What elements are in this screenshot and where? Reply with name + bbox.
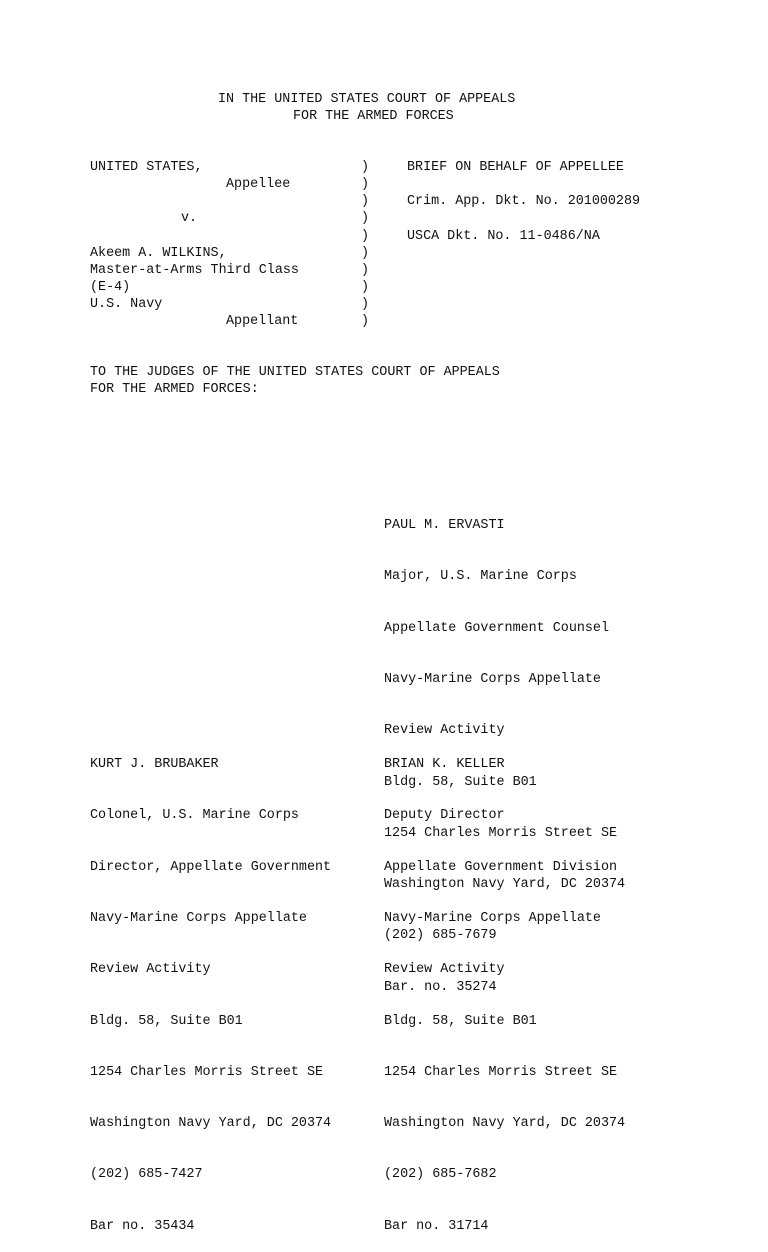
counsel-office-line2: Review Activity xyxy=(90,962,211,978)
caption-divider: ) xyxy=(361,280,370,295)
caption-divider: ) xyxy=(361,160,370,175)
address-line2: FOR THE ARMED FORCES: xyxy=(90,382,259,397)
caption-divider: ) xyxy=(361,314,370,329)
counsel-bar-number: Bar no. 35434 xyxy=(90,1218,195,1234)
party-appellee-role: Appellee xyxy=(226,177,291,192)
counsel-name: KURT J. BRUBAKER xyxy=(90,757,219,773)
counsel-phone: (202) 685-7682 xyxy=(384,1167,497,1183)
counsel-name: PAUL M. ERVASTI xyxy=(384,518,505,534)
counsel-title: Director, Appellate Government xyxy=(90,859,332,875)
party-appellant-service: U.S. Navy xyxy=(90,297,163,312)
counsel-title: Appellate Government Counsel xyxy=(384,620,609,636)
caption-divider: ) xyxy=(361,297,370,312)
counsel-bar-number: Bar. no. 35274 xyxy=(384,979,497,995)
counsel-rank: Colonel, U.S. Marine Corps xyxy=(90,808,299,824)
crim-app-docket-number: Crim. App. Dkt. No. 201000289 xyxy=(407,194,641,209)
caption-divider: ) xyxy=(361,211,370,226)
counsel-street: 1254 Charles Morris Street SE xyxy=(90,1064,324,1080)
usca-docket-number: USCA Dkt. No. 11-0486/NA xyxy=(407,229,600,244)
party-appellant-rank: Master-at-Arms Third Class xyxy=(90,263,299,278)
counsel-office-line2: Review Activity xyxy=(384,723,505,739)
counsel-office-line1: Navy-Marine Corps Appellate xyxy=(384,911,601,927)
counsel-street: 1254 Charles Morris Street SE xyxy=(384,1064,618,1080)
address-line1: TO THE JUDGES OF THE UNITED STATES COURT OF APPEALS xyxy=(90,365,500,380)
counsel-building: Bldg. 58, Suite B01 xyxy=(384,1013,537,1029)
counsel-city: Washington Navy Yard, DC 20374 xyxy=(384,1116,626,1132)
counsel-office-line1: Navy-Marine Corps Appellate xyxy=(90,911,307,927)
counsel-right-block xyxy=(384,722,625,1252)
caption-divider: ) xyxy=(361,177,370,192)
counsel-title: Appellate Government Division xyxy=(384,859,618,875)
counsel-phone: (202) 685-7679 xyxy=(384,928,497,944)
caption-divider: ) xyxy=(361,263,370,278)
party-appellant-role: Appellant xyxy=(226,314,299,329)
counsel-name: BRIAN K. KELLER xyxy=(384,757,505,773)
counsel-building: Bldg. 58, Suite B01 xyxy=(90,1013,243,1029)
counsel-city: Washington Navy Yard, DC 20374 xyxy=(90,1116,332,1132)
counsel-street: 1254 Charles Morris Street SE xyxy=(384,825,618,841)
counsel-rank: Deputy Director xyxy=(384,808,505,824)
counsel-office-line1: Navy-Marine Corps Appellate xyxy=(384,672,601,688)
counsel-rank: Major, U.S. Marine Corps xyxy=(384,569,577,585)
court-heading-line2: FOR THE ARMED FORCES xyxy=(293,109,454,124)
caption-divider: ) xyxy=(361,194,370,209)
counsel-city: Washington Navy Yard, DC 20374 xyxy=(384,877,626,893)
counsel-building: Bldg. 58, Suite B01 xyxy=(384,774,537,790)
counsel-bar-number: Bar no. 31714 xyxy=(384,1218,489,1234)
party-appellant-grade: (E-4) xyxy=(90,280,131,295)
counsel-office-line2: Review Activity xyxy=(384,962,505,978)
caption-divider: ) xyxy=(361,229,370,244)
counsel-left-block xyxy=(90,722,331,1252)
court-heading-line1: IN THE UNITED STATES COURT OF APPEALS xyxy=(218,92,516,107)
caption-divider: ) xyxy=(361,246,370,261)
versus-label: v. xyxy=(181,211,198,226)
counsel-phone: (202) 685-7427 xyxy=(90,1167,203,1183)
party-appellant-name: Akeem A. WILKINS, xyxy=(90,246,227,261)
party-appellee-name: UNITED STATES, xyxy=(90,160,203,175)
brief-title: BRIEF ON BEHALF OF APPELLEE xyxy=(407,160,624,175)
